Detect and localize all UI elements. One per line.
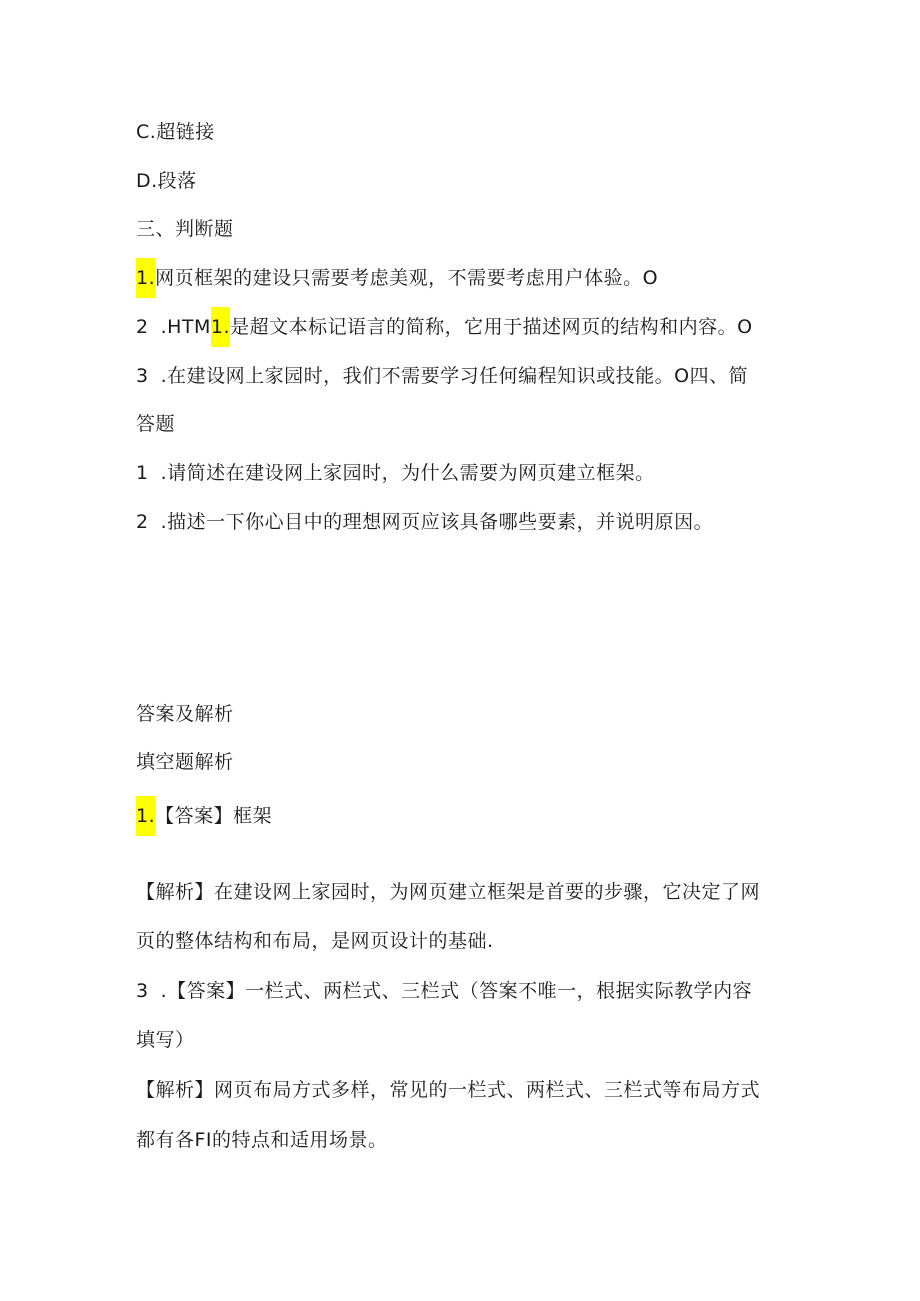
analysis-3-text-1: 【解析】网页布局方式多样，常见的一栏式、两栏式、三栏式等布局方式 — [136, 1079, 761, 1101]
tf-question-2-text-end: 是超文本标记语言的简称，它用于描述网页的结构和内容。O — [230, 316, 753, 338]
highlight-number: 1. — [136, 796, 155, 836]
analysis-1-line-1 — [136, 878, 796, 906]
analysis-3-text-2: 都有各FI的特点和适用场景。 — [136, 1129, 388, 1151]
section-heading-true-false — [136, 215, 796, 243]
answer-3-continued — [136, 1026, 796, 1054]
tf-question-1 — [136, 264, 796, 292]
tf-question-1-text: 网页框架的建设只需要考虑美观，不需要考虑用户体验。O — [155, 267, 659, 289]
short-question-2-number: 2 — [136, 511, 149, 533]
short-question-2 — [136, 508, 796, 536]
tf-question-2-number: 2 — [136, 316, 149, 338]
analysis-1-text-2: 页的整体结构和布局，是网页设计的基础. — [136, 930, 494, 952]
short-question-1-number: 1 — [136, 462, 149, 484]
short-question-1-text: .请简述在建设网上家园时，为什么需要为网页建立框架。 — [160, 462, 655, 484]
answer-1 — [136, 802, 796, 830]
answer-3-text-2: 填写） — [136, 1029, 195, 1051]
answer-1-text: 【答案】框架 — [155, 805, 273, 827]
tf-question-2 — [136, 313, 796, 341]
answer-3-text: .【答案】一栏式、两栏式、三栏式（答案不唯一，根据实际教学内容 — [160, 980, 753, 1002]
answers-heading — [136, 700, 796, 728]
tf-question-2-text-start: .HTM — [160, 316, 211, 338]
analysis-1-text-1: 【解析】在建设网上家园时，为网页建立框架是首要的步骤，它决定了网 — [136, 881, 761, 903]
tf-question-3 — [136, 362, 796, 390]
option-d — [136, 167, 796, 195]
analysis-3-line-1 — [136, 1076, 796, 1104]
fill-blank-heading-text: 填空题解析 — [136, 751, 234, 773]
analysis-1-line-2 — [136, 927, 796, 955]
short-answer-heading-tail: 答题 — [136, 413, 176, 435]
answer-3 — [136, 977, 796, 1005]
section-heading-text: 三、判断题 — [136, 218, 234, 240]
tf-question-3-number: 3 — [136, 365, 149, 387]
answer-3-number: 3 — [136, 980, 149, 1002]
option-d-text: D.段落 — [136, 170, 197, 192]
highlight-number: 1. — [211, 307, 230, 347]
analysis-3-line-2 — [136, 1126, 796, 1154]
answers-heading-text: 答案及解析 — [136, 703, 234, 725]
option-c-text: C.超链接 — [136, 121, 215, 143]
tf-question-3-text: .在建设网上家园时，我们不需要学习任何编程知识或技能。O四、简 — [160, 365, 749, 387]
fill-blank-heading — [136, 748, 796, 776]
short-question-2-text: .描述一下你心目中的理想网页应该具备哪些要素，并说明原因。 — [160, 511, 714, 533]
highlight-number: 1. — [136, 258, 155, 298]
tf-question-3-continued — [136, 410, 796, 438]
option-c — [136, 118, 796, 146]
short-question-1 — [136, 459, 796, 487]
